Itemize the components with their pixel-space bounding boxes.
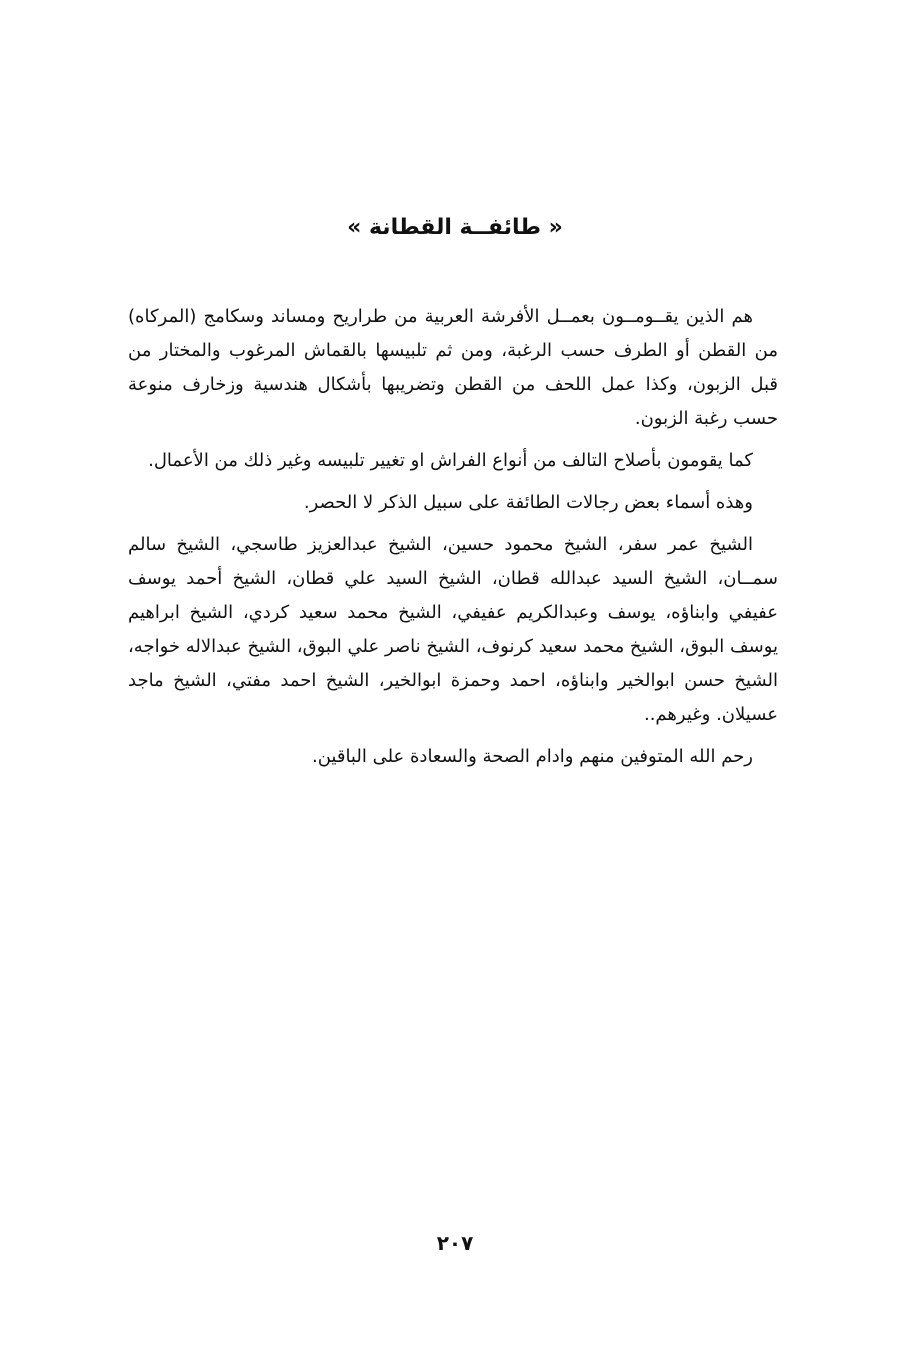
paragraph-closing: رحم الله المتوفين منهم وادام الصحة والسعادة على الباقين. xyxy=(311,746,753,767)
paragraph-names-list: الشيخ عمر سفر، الشيخ محمود حسين، الشيخ عبدالعزيز طاسجي، الشيخ سالم سمــان، الشيخ السيد عبدالله قطان، الشيخ السيد علي قطان، الشيخ أحمد يوسف عفيفي وابناؤه، يوسف وعبدالكريم عفيفي، الشيخ محمد سعيد كردي، الشيخ ابراهيم يوسف البوق، الشيخ محمد سعيد كرنوف، الشيخ ناصر علي البوق، الشيخ عبدالاله خواجه، الشيخ حسن ابوالخير وابناؤه، احمد وحمزة ابوالخير، الشيخ احمد مفتي، الشيخ ماجد عسيلان. وغيرهم.. xyxy=(128,534,778,725)
section-title: « طائفــة القطانة » xyxy=(347,215,563,240)
paragraph-names-intro: وهذه أسماء بعض رجالات الطائفة على سبيل الذكر لا الحصر. xyxy=(303,492,753,513)
paragraph-description: هم الذين يقــومــون بعمــل الأفرشة العربية من طراريح ومساند وسكامج (المركاه) من القطن أو الطرف حسب الرغبة، ومن ثم تلبيسها بالقماش المرغوب والمختار من قبل الزبون، وكذا عمل اللحف من القطن وتضريبها بأشكال هندسية وزخارف منوعة حسب رغبة الزبون. xyxy=(128,306,778,429)
paragraph-repairs: كما يقومون بأصلاح التالف من أنواع الفراش او تغيير تلبيسه وغير ذلك من الأعمال. xyxy=(148,450,753,471)
page-number: ٢٠٧ xyxy=(436,1231,474,1255)
body-text xyxy=(128,300,778,782)
